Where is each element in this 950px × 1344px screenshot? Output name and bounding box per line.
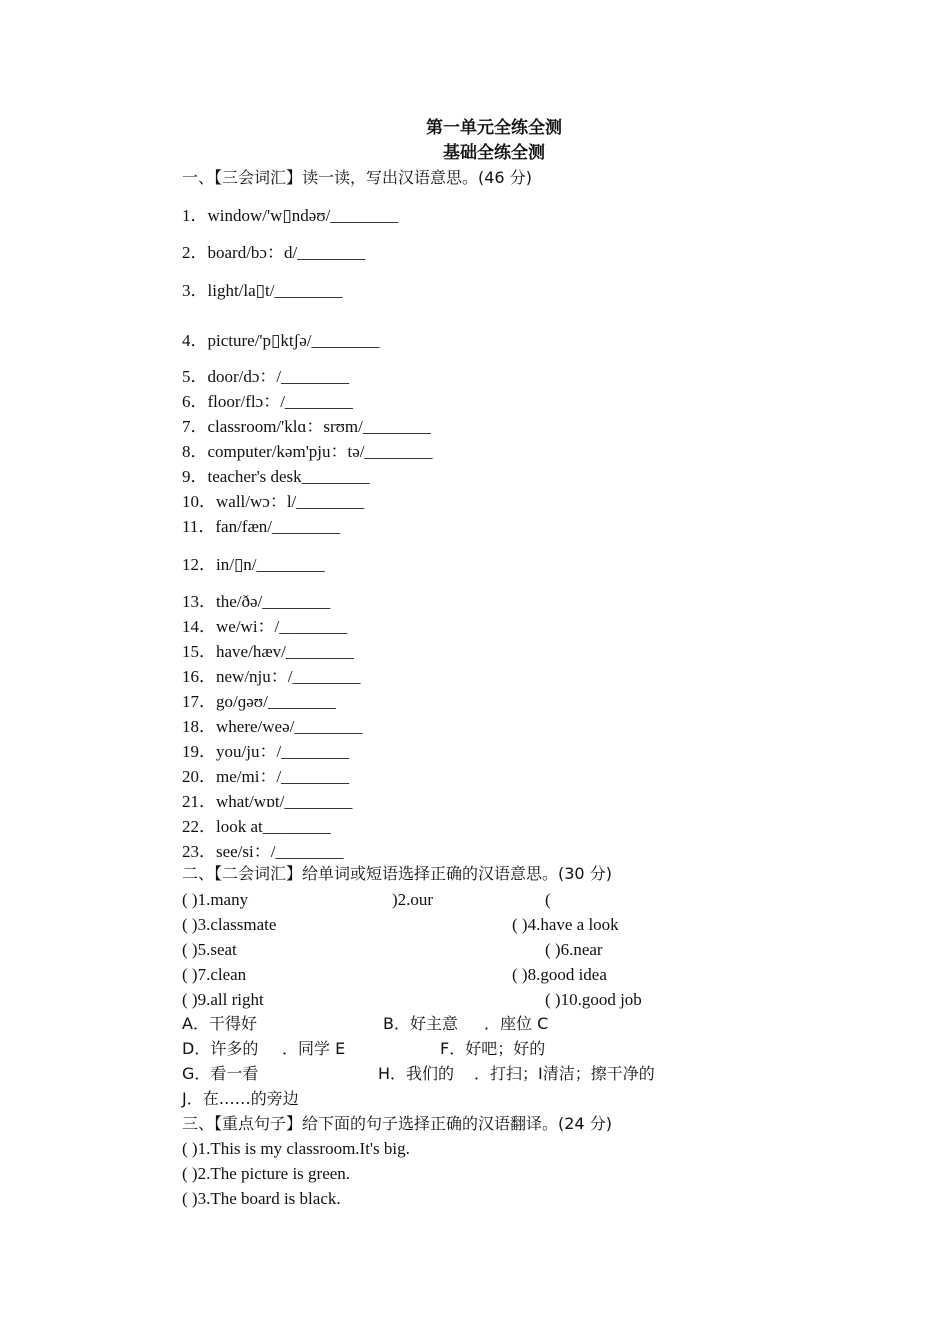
vocab-item-22: 22．look at________: [182, 817, 331, 836]
option-e: ．同学 E: [282, 1039, 346, 1058]
question-open-paren: (: [545, 890, 551, 909]
question-5: ( )5.seat: [182, 940, 237, 959]
question-7: ( )7.clean: [182, 965, 247, 984]
option-b: B．好主意: [383, 1014, 458, 1033]
question-1: ( )1.many: [182, 890, 249, 909]
vocab-item-9: 9．teacher's desk________: [182, 467, 370, 486]
section2-header: 二、【二会词汇】给单词或短语选择正确的汉语意思。(30 分): [182, 864, 612, 883]
vocab-item-16: 16．new/nju：/________: [182, 667, 361, 686]
question-2: )2.our: [392, 890, 434, 909]
vocab-item-4: 4．picture/'p▯ktʃə/________: [182, 331, 380, 350]
vocab-item-15: 15．have/hæv/________: [182, 642, 354, 661]
sentence-3: ( )3.The board is black.: [182, 1189, 341, 1208]
vocab-item-2: 2．board/bɔ：d/________: [182, 243, 366, 262]
question-6: ( )6.near: [545, 940, 603, 959]
question-8: ( )8.good idea: [512, 965, 607, 984]
vocab-item-8: 8．computer/kəm'pju：tə/________: [182, 442, 433, 461]
vocab-item-7: 7．classroom/'klɑ：srʊm/________: [182, 417, 431, 436]
question-10: ( )10.good job: [545, 990, 642, 1009]
question-4: ( )4.have a look: [512, 915, 619, 934]
vocab-item-19: 19．you/ju：/________: [182, 742, 350, 761]
option-c: ．座位 C: [484, 1014, 549, 1033]
vocab-item-1: 1．window/'w▯ndəʊ/________: [182, 206, 399, 225]
option-g: G．看一看: [182, 1064, 259, 1083]
page-subtitle: 基础全练全测: [443, 143, 545, 163]
vocab-item-18: 18．where/weə/________: [182, 717, 363, 736]
sentence-2: ( )2.The picture is green.: [182, 1164, 351, 1183]
vocab-item-3: 3．light/la▯t/________: [182, 281, 343, 300]
vocab-item-6: 6．floor/flɔ：/________: [182, 392, 353, 411]
option-d: D．许多的: [182, 1039, 259, 1058]
vocab-item-12: 12．in/▯n/________: [182, 555, 325, 574]
section1-header: 一、【三会词汇】读一读，写出汉语意思。(46 分): [182, 168, 532, 187]
vocab-item-11: 11．fan/fæn/________: [182, 517, 341, 536]
option-h: H．我们的: [378, 1064, 455, 1083]
question-9: ( )9.all right: [182, 990, 264, 1009]
option-f: F．好吧；好的: [440, 1039, 546, 1058]
vocab-item-10: 10．wall/wɔ：l/________: [182, 492, 365, 511]
vocab-item-21: 21．what/wɒt/________: [182, 792, 353, 811]
vocab-item-5: 5．door/dɔ：/________: [182, 367, 350, 386]
section3-header: 三、【重点句子】给下面的句子选择正确的汉语翻译。(24 分): [182, 1114, 612, 1133]
option-a: A．干得好: [182, 1014, 257, 1033]
sentence-1: ( )1.This is my classroom.It's big.: [182, 1139, 410, 1158]
vocab-item-23: 23．see/si：/________: [182, 842, 344, 861]
option-i: ．打扫；I清洁；擦干净的: [474, 1064, 655, 1083]
vocab-item-14: 14．we/wi：/________: [182, 617, 348, 636]
option-j: J．在……的旁边: [182, 1089, 299, 1108]
vocab-item-13: 13．the/ðə/________: [182, 592, 331, 611]
vocab-item-20: 20．me/mi：/________: [182, 767, 350, 786]
vocab-item-17: 17．go/ɡəʊ/________: [182, 692, 336, 711]
question-3: ( )3.classmate: [182, 915, 277, 934]
page-title: 第一单元全练全测: [426, 118, 562, 138]
